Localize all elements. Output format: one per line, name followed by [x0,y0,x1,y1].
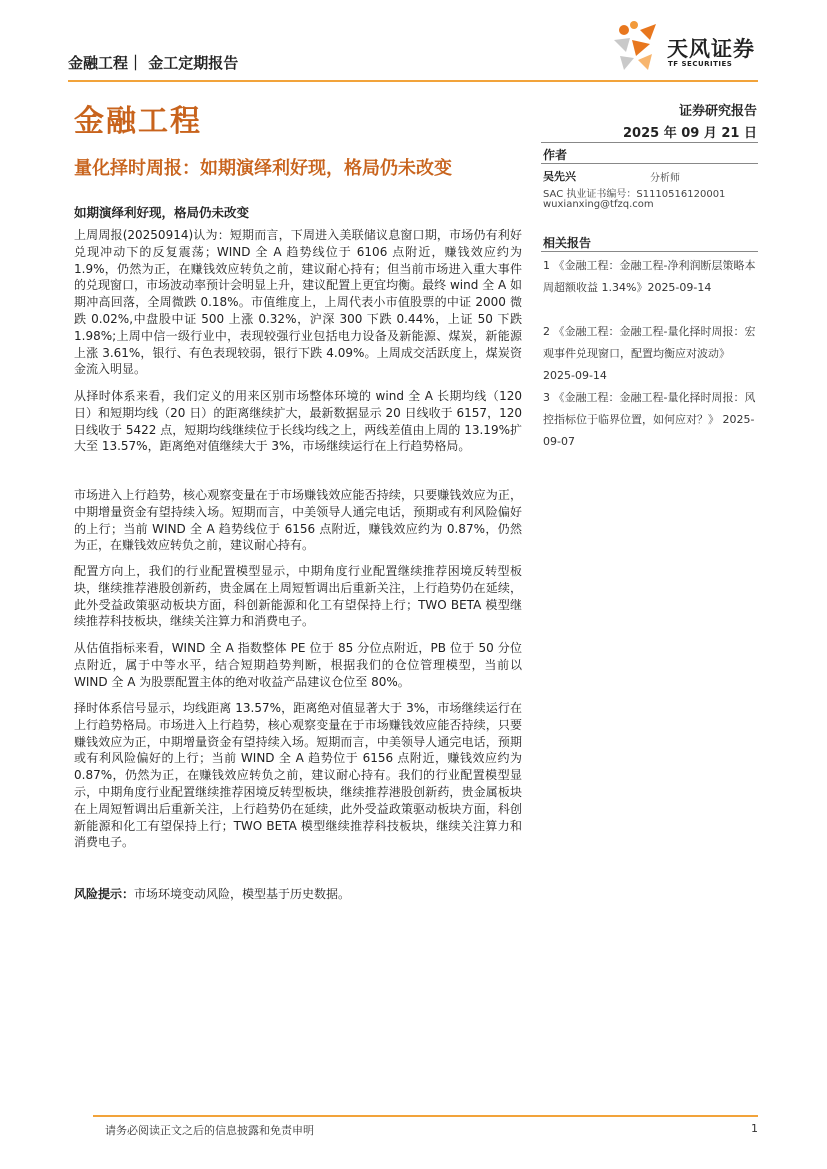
author-divider [541,163,758,164]
report-type: 证券研究报告 [678,104,757,119]
body-paragraph-1: 上周周报(20250914)认为：短期而言，下周进入美联储议息窗口期，市场仍有利好兑现冲动下的反复震荡；WIND 全 A 趋势线位于 6106 点附近，赚钱效应约为 1.9%，仍然为正，在赚钱效应转负之前，建议耐心持有；但当前市场进入重大事件的兑现窗口，市场波动率预计会明显上升，建议配置上更宜均衡。最终 wind 全 A 如期冲高回落，全周微跌 0.18%。市值维度上，上周代表小市值股票的中证 2000 微跌 0.02%,中盘股中证 500 上涨 0.32%，沪深 300 下跌 0.44%，上证 50 下跌 1.98%;上周中信一级行业中，表现较强行业包括电力设备及新能源、煤炭，新能源上涨 3.61%，银行、有色表现较弱，银行下跌 4.09%。上周成交活跃度上，煤炭资金流入明显。 [74,228,522,377]
logo-text-en: TF SECURITIES [668,60,733,68]
body-paragraph-3: 市场进入上行趋势，核心观察变量在于市场赚钱效应能否持续，只要赚钱效应为正，中期增量资金有望持续入场。短期而言，中美领导人通完电话，预期或有利风险偏好的上行；当前 WIND 全 A 趋势线位于 6156 点附近，赚钱效应约为 0.87%，仍然为正，在赚钱效应转负之前，建议耐心持有。 [74,488,522,553]
risk-text: 市场环境变动风险，模型基于历史数据。 [134,887,351,901]
header-section-label: 金融工程｜ 金工定期报告 [68,54,239,72]
related-report-item[interactable]: 2 《金融工程：金融工程-量化择时周报：宏观事件兑现窗口，配置均衡应对波动》 2025-09-14 [543,325,756,382]
report-main-title: 量化择时周报：如期演绎利好现，格局仍未改变 [74,158,452,179]
logo-text-cn: 天风证券 [667,37,755,61]
body-paragraph-5: 从估值指标来看，WIND 全 A 指数整体 PE 位于 85 分位点附近，PB 位于 50 分位点附近，属于中等水平，结合短期趋势判断，根据我们的仓位管理模型，当前以 WIND 全 A 为股票配置主体的绝对收益产品建议仓位至 80%。 [74,641,522,689]
body-paragraph-4: 配置方向上，我们的行业配置模型显示，中期角度行业配置继续推荐困境反转型板块，继续推荐港股创新药，贵金属在上周短暂调出后重新关注，上行趋势仍在延续，此外受益政策驱动板块方面，科创新能源和化工有望保持上行；TWO BETA 模型继续推荐科技板块，继续关注算力和消费电子。 [74,564,522,629]
author-role: 分析师 [650,173,680,184]
body-paragraph-2: 从择时体系来看，我们定义的用来区别市场整体环境的 wind 全 A 长期均线（120 日）和短期均线（20 日）的距离继续扩大，最新数据显示 20 日线收于 6157，120 日线收于 5422 点，短期均线继续位于长线均线之上，两线差值由上周的 13.19%扩大至 13.57%，距离绝对值继续大于 3%，市场继续运行在上行趋势格局。 [74,389,522,454]
related-report-item[interactable]: 3 《金融工程：金融工程-量化择时周报：风控指标位于临界位置，如何应对？》 2025-09-07 [543,391,756,448]
body-paragraph-6: 择时体系信号显示，均线距离 13.57%，距离绝对值显著大于 3%，市场继续运行在上行趋势格局。市场进入上行趋势，核心观察变量在于市场赚钱效应能否持续，只要赚钱效应为正，中期增量资金有望持续入场。短期而言，中美领导人通完电话，预期或有利风险偏好的上行；当前 WIND 全 A 趋势位于 6156 点附近，赚钱效应约为 0.87%，仍然为正，在赚钱效应转负之前，建议耐心持有。我们的行业配置模型显示，中期角度行业配置继续推荐困境反转型板块，继续推荐港股创新药，贵金属板块在上周短暂调出后重新关注，上行趋势仍在延续，此外受益政策驱动板块方面，科创新能源和化工有望保持上行；TWO BETA 模型继续推荐科技板块，继续关注算力和消费电子。 [74,701,522,850]
related-reports-heading: 相关报告 [543,236,592,250]
author-sac-number: SAC 执业证书编号：S1110516120001 [543,189,726,200]
risk-note [74,885,350,902]
author-name: 吴先兴 [543,170,576,183]
sidebar-divider [541,142,758,143]
report-date: 2025 年 09 月 21 日 [623,126,757,141]
footer-disclaimer: 请务必阅读正文之后的信息披露和免责申明 [105,1124,314,1137]
summary-heading: 如期演绎利好现，格局仍未改变 [74,205,250,220]
author-email-link[interactable]: wuxianxing@tfzq.com [543,199,654,210]
category-title: 金融工程 [74,104,202,139]
page-number: 1 [751,1122,758,1135]
tf-securities-logo-icon [610,18,662,72]
related-divider [541,251,758,252]
header-divider [68,80,758,82]
footer-divider [93,1115,758,1117]
author-heading: 作者 [543,148,568,162]
related-report-item[interactable]: 1 《金融工程：金融工程-净利润断层策略本周超额收益 1.34%》2025-09-14 [543,259,756,294]
risk-label: 风险提示： [74,887,135,901]
